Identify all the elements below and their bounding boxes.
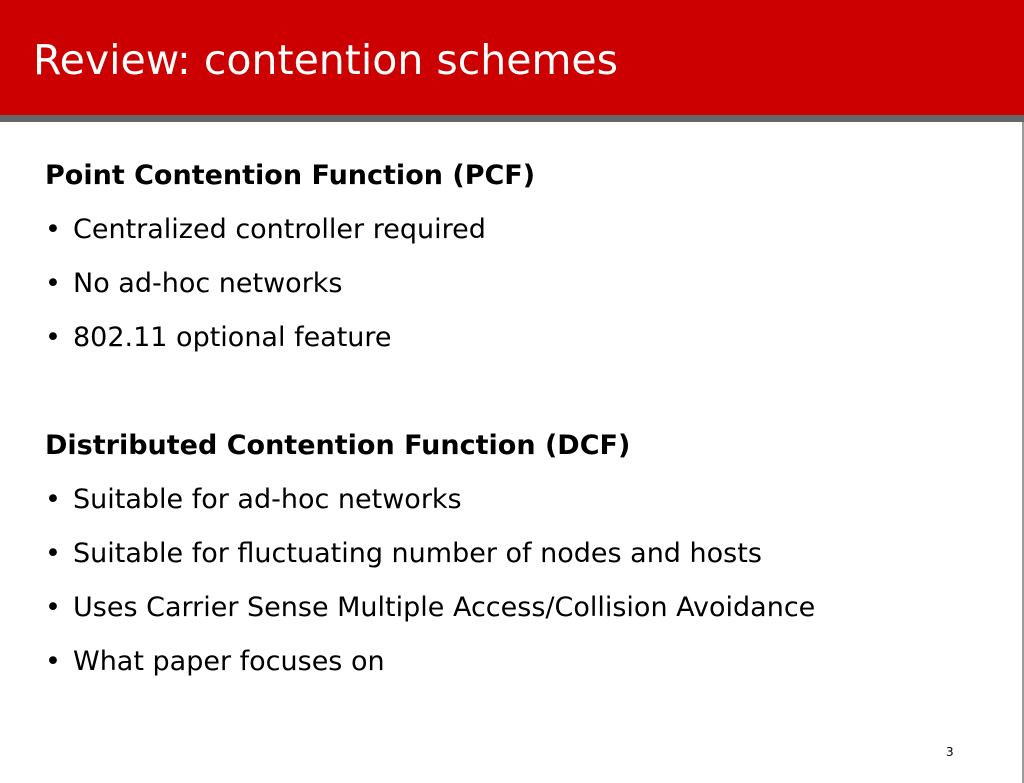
bullet-text: No ad-hoc networks (73, 268, 343, 299)
bullet-icon: • (45, 268, 61, 299)
bullet-text: Centralized controller required (73, 214, 486, 245)
bullet-item (45, 203, 1005, 257)
bullet-icon: • (45, 538, 61, 569)
bullet-item (45, 257, 1005, 311)
bullet-icon: • (45, 592, 61, 623)
bullet-text: Suitable for fluctuating number of nodes and hosts (73, 538, 762, 569)
title-divider (0, 115, 1024, 122)
bullet-text: What paper focuses on (73, 646, 385, 677)
bullet-item (45, 527, 1005, 581)
title-bar (0, 0, 1024, 115)
page-number: 3 (946, 745, 954, 759)
bullet-icon: • (45, 484, 61, 515)
section-heading-pcf: Point Contention Function (PCF) (45, 160, 536, 191)
section-heading-dcf: Distributed Contention Function (DCF) (45, 430, 631, 461)
slide-body (45, 149, 1005, 689)
bullet-icon: • (45, 646, 61, 677)
section-spacer (45, 365, 1005, 419)
bullet-text: Suitable for ad-hoc networks (73, 484, 462, 515)
bullet-item (45, 581, 1005, 635)
bullet-icon: • (45, 322, 61, 353)
bullet-item (45, 473, 1005, 527)
bullet-text: 802.11 optional feature (73, 322, 392, 353)
bullet-item (45, 311, 1005, 365)
bullet-item (45, 635, 1005, 689)
bullet-text: Uses Carrier Sense Multiple Access/Collision Avoidance (73, 592, 816, 623)
slide-title: Review: contention schemes (33, 36, 618, 84)
bullet-icon: • (45, 214, 61, 245)
